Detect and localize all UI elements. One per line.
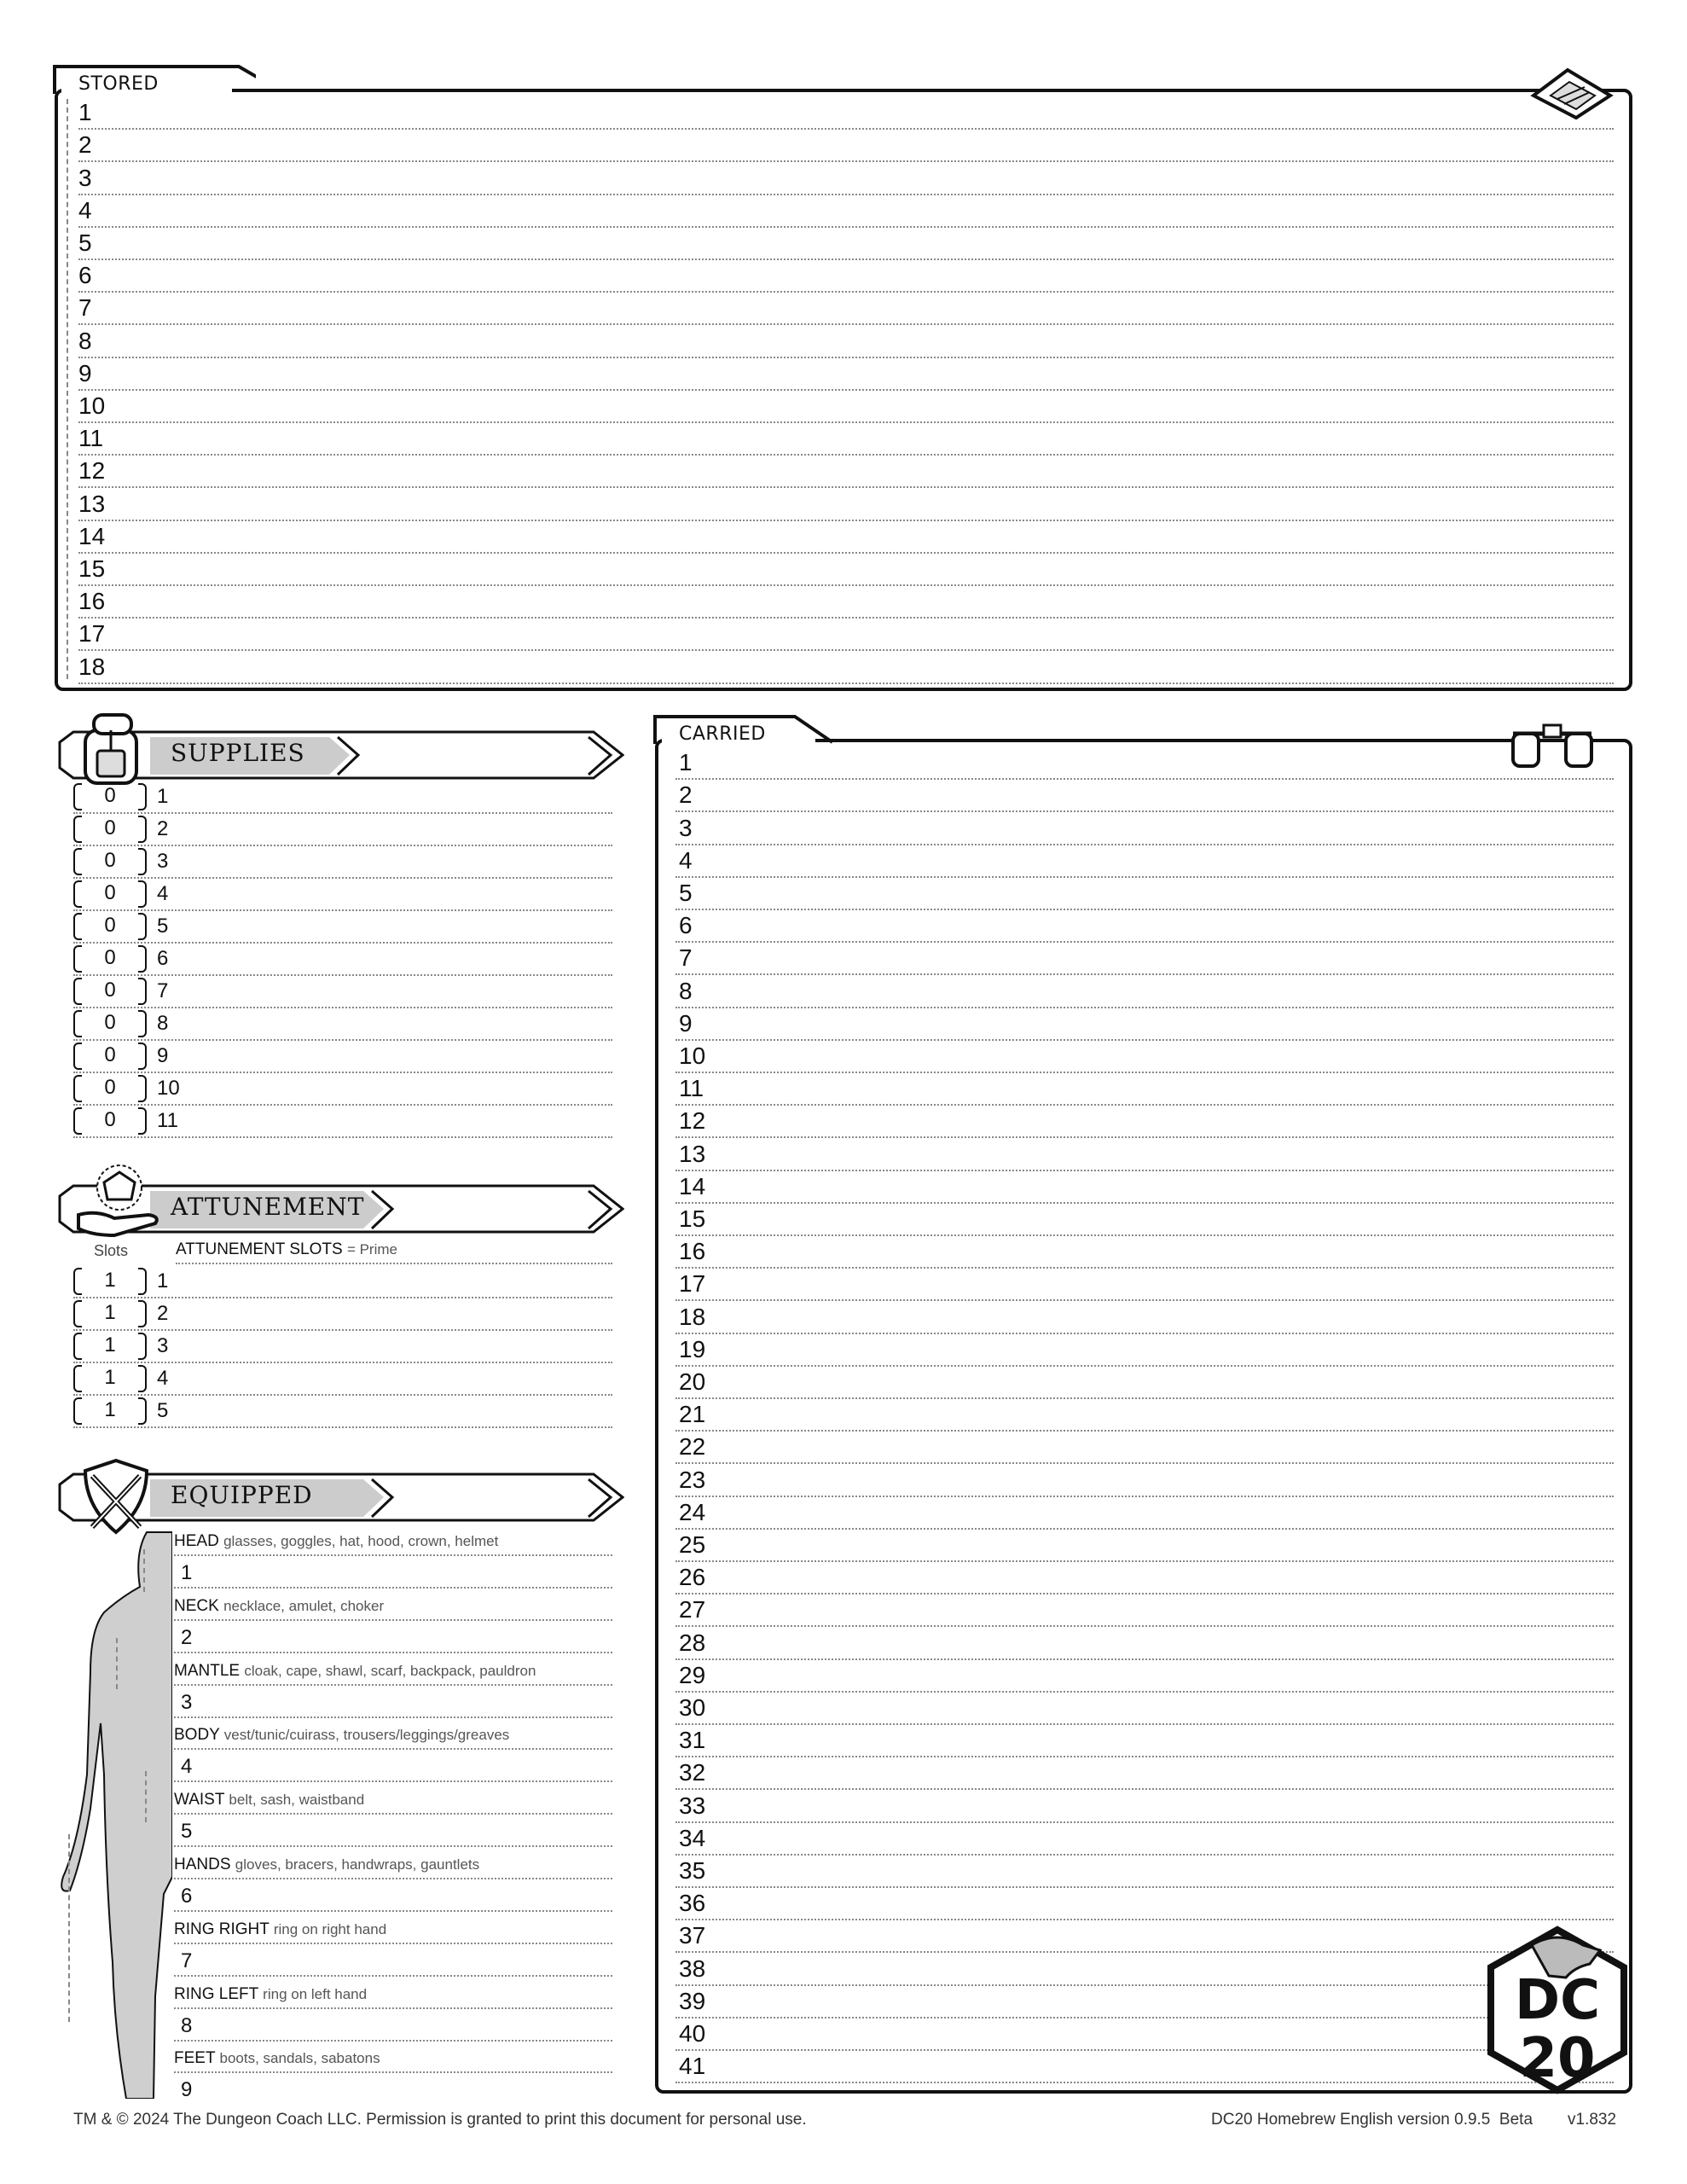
carried-row[interactable] — [675, 1691, 1614, 1725]
stored-row-number: 9 — [78, 359, 92, 386]
carried-row[interactable] — [675, 2017, 1614, 2051]
carried-row-number: 40 — [679, 2019, 706, 2047]
equipped-slot-rule — [174, 1748, 612, 1750]
equipped-slot-rule — [174, 1554, 612, 1556]
equipped-slot-label — [174, 1856, 479, 1874]
carried-row-number: 14 — [679, 1172, 706, 1199]
equipped-slot-desc: gloves, bracers, handwraps, gauntlets — [235, 1856, 480, 1873]
carried-row-number: 10 — [679, 1042, 706, 1069]
equipped-slot-entry[interactable] — [174, 1716, 612, 1718]
footer-copyright: TM & © 2024 The Dungeon Coach LLC. Permission is granted to print this document for personal use. — [73, 2111, 807, 2129]
supplies-count-field[interactable] — [73, 1107, 147, 1133]
carried-row-number: 7 — [679, 944, 693, 972]
supplies-count-value: 0 — [104, 816, 116, 839]
equipped-slot-entry[interactable] — [174, 1845, 612, 1847]
attunement-item-index: 4 — [157, 1367, 169, 1390]
stored-row[interactable] — [78, 226, 1614, 260]
carried-row-number: 11 — [679, 1075, 704, 1102]
stored-row[interactable] — [78, 552, 1614, 586]
attunement-slots-line — [176, 1240, 397, 1259]
carried-row[interactable] — [675, 1593, 1614, 1627]
equipped-slot-name: RING LEFT — [174, 1984, 258, 2003]
carried-row[interactable] — [675, 1821, 1614, 1856]
supplies-count-value: 0 — [104, 1011, 116, 1034]
carried-row[interactable] — [675, 1560, 1614, 1594]
carried-row[interactable] — [675, 1267, 1614, 1301]
logo-20: 20 — [1519, 2027, 1596, 2090]
carried-row-number: 30 — [679, 1693, 706, 1721]
carried-row-number: 6 — [679, 912, 693, 939]
carried-row[interactable] — [675, 1202, 1614, 1236]
carried-row[interactable] — [675, 1854, 1614, 1888]
equipped-slot-desc: boots, sandals, sabatons — [219, 2050, 380, 2067]
supplies-item-index: 8 — [157, 1012, 169, 1035]
carried-row[interactable] — [675, 876, 1614, 910]
carried-row-number: 38 — [679, 1955, 706, 1982]
footer-edition: DC20 Homebrew English version 0.9.5 Beta — [1211, 2111, 1533, 2129]
equipped-slot-number: 5 — [181, 1820, 193, 1844]
equipped-slot-entry[interactable] — [174, 1975, 612, 1977]
supplies-item[interactable] — [73, 1106, 612, 1138]
supplies-item-index: 3 — [157, 850, 169, 873]
carried-row-number: 13 — [679, 1140, 706, 1167]
body-silhouette — [53, 1519, 172, 2099]
stored-rows — [78, 96, 1614, 684]
supplies-banner — [56, 730, 624, 778]
equipped-slot-desc: cloak, cape, shawl, scarf, backpack, pauldron — [244, 1662, 536, 1679]
stored-row[interactable] — [78, 323, 1614, 357]
supplies-item[interactable] — [73, 879, 612, 911]
carried-row[interactable] — [675, 1234, 1614, 1269]
supplies-count-field[interactable] — [73, 816, 147, 841]
equipped-slot-name: NECK — [174, 1596, 219, 1615]
supplies-count-value: 0 — [104, 881, 116, 904]
equipped-slot-name: HANDS — [174, 1856, 231, 1873]
equipped-slot-label — [174, 1920, 386, 1939]
attunement-title: ATTUNEMENT — [171, 1193, 365, 1221]
attunement-count-field[interactable] — [73, 1268, 147, 1293]
supplies-item[interactable] — [73, 781, 612, 814]
supplies-item[interactable] — [73, 1041, 612, 1073]
equipped-slot-desc: glasses, goggles, hat, hood, crown, helmet — [223, 1533, 499, 1549]
carried-row[interactable] — [675, 941, 1614, 975]
attunement-hand-icon — [72, 1162, 165, 1244]
supplies-item-index: 5 — [157, 915, 169, 938]
carried-row-number: 39 — [679, 1987, 706, 2014]
stored-row[interactable] — [78, 454, 1614, 488]
attunement-item-index: 1 — [157, 1269, 169, 1292]
attunement-count-field[interactable] — [73, 1397, 147, 1423]
equipped-slot-entry[interactable] — [174, 1587, 612, 1589]
equipped-slot-name: FEET — [174, 2049, 216, 2068]
equipped-slot-rule — [174, 1619, 612, 1621]
attunement-item[interactable] — [73, 1266, 612, 1298]
stored-row[interactable] — [78, 389, 1614, 423]
stored-row[interactable] — [78, 486, 1614, 520]
equipped-slot-name: MANTLE — [174, 1661, 241, 1680]
carried-row[interactable] — [675, 1365, 1614, 1399]
supplies-count-field[interactable] — [73, 1010, 147, 1036]
supplies-count-field[interactable] — [73, 1043, 147, 1068]
carried-row[interactable] — [675, 1658, 1614, 1693]
equipped-slot-number: 7 — [181, 1949, 193, 1972]
carried-row-number: 16 — [679, 1238, 706, 1265]
equipped-slot-label — [174, 1726, 509, 1745]
dc20-logo — [1481, 1925, 1634, 2095]
stored-row-number: 18 — [78, 653, 106, 680]
carried-row[interactable] — [675, 1723, 1614, 1757]
carried-row[interactable] — [675, 1919, 1614, 1953]
stored-row-number: 10 — [78, 392, 106, 419]
carried-row[interactable] — [675, 1072, 1614, 1106]
stored-row-number: 17 — [78, 620, 106, 648]
carried-row-number: 22 — [679, 1433, 706, 1461]
carried-row[interactable] — [675, 810, 1614, 845]
stored-row[interactable] — [78, 421, 1614, 456]
equipped-slot-entry[interactable] — [174, 1780, 612, 1782]
attunement-item[interactable] — [73, 1363, 612, 1396]
carried-row[interactable] — [675, 1039, 1614, 1073]
stored-row[interactable] — [78, 291, 1614, 325]
stored-row[interactable] — [78, 520, 1614, 554]
carried-row-number: 4 — [679, 846, 693, 874]
stored-row[interactable] — [78, 258, 1614, 293]
carried-row-number: 2 — [679, 781, 693, 809]
attunement-slots-formula: = Prime — [346, 1241, 397, 1258]
stored-row[interactable] — [78, 357, 1614, 391]
supplies-count-field[interactable] — [73, 945, 147, 971]
carried-row[interactable] — [675, 909, 1614, 943]
equip-guide-3 — [145, 1771, 147, 1822]
stored-row-number: 3 — [78, 164, 92, 191]
attunement-count-value: 1 — [104, 1398, 116, 1421]
supplies-item-index: 9 — [157, 1044, 169, 1067]
supplies-item-index: 4 — [157, 882, 169, 905]
equipped-slot-label — [174, 1985, 367, 2004]
carried-label: CARRIED — [679, 723, 766, 745]
supplies-item[interactable] — [73, 911, 612, 944]
supplies-item-index: 6 — [157, 947, 169, 970]
carried-row-number: 25 — [679, 1531, 706, 1558]
carried-row-number: 37 — [679, 1922, 706, 1949]
supplies-count-value: 0 — [104, 849, 116, 872]
carried-row-number: 19 — [679, 1335, 706, 1362]
supplies-count-field[interactable] — [73, 978, 147, 1003]
logo-dc: DC — [1514, 1969, 1601, 2032]
footer-version: v1.832 — [1568, 2111, 1617, 2129]
equipped-slot-number: 6 — [181, 1885, 193, 1908]
carried-row[interactable] — [675, 1333, 1614, 1367]
equipped-slot-name: RING RIGHT — [174, 1920, 270, 1938]
equipped-slot-label — [174, 1791, 364, 1809]
carried-row[interactable] — [675, 1397, 1614, 1432]
stored-row-number: 14 — [78, 522, 106, 549]
carried-row[interactable] — [675, 1170, 1614, 1204]
supplies-item[interactable] — [73, 814, 612, 846]
supplies-count-field[interactable] — [73, 848, 147, 874]
attunement-list — [73, 1266, 612, 1437]
stored-row[interactable] — [78, 128, 1614, 162]
attunement-item-index: 5 — [157, 1399, 169, 1422]
equipped-banner — [56, 1472, 624, 1520]
attunement-count-field[interactable] — [73, 1365, 147, 1391]
carried-row-number: 32 — [679, 1759, 706, 1786]
carried-row-number: 33 — [679, 1792, 706, 1819]
supplies-item-index: 1 — [157, 785, 169, 808]
carried-row[interactable] — [675, 2049, 1614, 2083]
carried-row-number: 36 — [679, 1890, 706, 1917]
equipped-slot-label — [174, 1532, 498, 1551]
carried-row[interactable] — [675, 778, 1614, 812]
equip-guide-1 — [143, 1549, 145, 1592]
carried-row[interactable] — [675, 1299, 1614, 1333]
carried-row[interactable] — [675, 973, 1614, 1008]
supplies-count-value: 0 — [104, 979, 116, 1002]
carried-row-number: 3 — [679, 814, 693, 841]
stored-label: STORED — [78, 73, 159, 95]
stored-row-number: 4 — [78, 196, 92, 224]
carried-row[interactable] — [675, 844, 1614, 878]
stored-row-number: 7 — [78, 294, 92, 322]
stored-row-number: 16 — [78, 588, 106, 615]
attunement-header-rule — [176, 1263, 612, 1264]
carried-row[interactable] — [675, 746, 1614, 780]
supplies-item-index: 2 — [157, 817, 169, 840]
attunement-item[interactable] — [73, 1331, 612, 1363]
equipped-slot-rule — [174, 2007, 612, 2009]
supplies-count-value: 0 — [104, 784, 116, 807]
supplies-count-field[interactable] — [73, 913, 147, 938]
equipped-slot-number: 4 — [181, 1755, 193, 1779]
carried-row-number: 34 — [679, 1824, 706, 1851]
stored-row-number: 11 — [78, 425, 104, 452]
stored-row[interactable] — [78, 194, 1614, 228]
equipped-slot-number: 3 — [181, 1690, 193, 1714]
equipped-title: EQUIPPED — [171, 1481, 313, 1509]
equipped-slot-number: 9 — [181, 2078, 193, 2102]
supplies-count-value: 0 — [104, 1108, 116, 1131]
stored-row-number: 5 — [78, 229, 92, 256]
equipped-slot-number: 8 — [181, 2013, 193, 2037]
carried-row-number: 23 — [679, 1466, 706, 1493]
equipped-slot-desc: vest/tunic/cuirass, trousers/leggings/greaves — [223, 1727, 510, 1744]
carried-row-number: 20 — [679, 1368, 706, 1395]
carried-row[interactable] — [675, 1462, 1614, 1496]
carried-row-number: 41 — [679, 2053, 706, 2080]
attunement-banner — [56, 1184, 624, 1232]
attunement-slots-header: Slots — [94, 1242, 129, 1259]
attunement-count-field[interactable] — [73, 1333, 147, 1358]
attunement-item[interactable] — [73, 1396, 612, 1428]
equipped-slot-rule — [174, 1813, 612, 1815]
attunement-count-value: 1 — [104, 1333, 116, 1356]
carried-row-number: 27 — [679, 1596, 706, 1623]
carried-row-number: 5 — [679, 879, 693, 906]
carried-row[interactable] — [675, 1788, 1614, 1822]
equipped-slot-rule — [174, 1943, 612, 1944]
supplies-item-index: 10 — [157, 1077, 180, 1100]
stored-row[interactable] — [78, 160, 1614, 195]
carried-row-number: 8 — [679, 977, 693, 1004]
supplies-count-value: 0 — [104, 1043, 116, 1066]
stored-row[interactable] — [78, 617, 1614, 651]
equipped-slot-number: 1 — [181, 1561, 193, 1584]
equip-guide-2 — [116, 1638, 118, 1689]
equipped-slot-desc: belt, sash, waistband — [229, 1792, 365, 1809]
stored-row-number: 2 — [78, 131, 92, 159]
carried-row-number: 9 — [679, 1009, 693, 1037]
stored-left-guide — [67, 99, 68, 679]
equipped-slot-name: BODY — [174, 1726, 220, 1745]
carried-row-number: 35 — [679, 1856, 706, 1884]
carried-row-number: 29 — [679, 1661, 706, 1688]
attunement-count-value: 1 — [104, 1269, 116, 1292]
supplies-item[interactable] — [73, 944, 612, 976]
attunement-slots-label: ATTUNEMENT SLOTS — [176, 1240, 343, 1258]
carried-row-number: 18 — [679, 1303, 706, 1330]
carried-row-number: 1 — [679, 749, 693, 776]
equipped-slot-entry[interactable] — [174, 1910, 612, 1912]
stored-row-number: 6 — [78, 262, 92, 289]
stored-row-number: 15 — [78, 555, 106, 582]
supplies-item[interactable] — [73, 1073, 612, 1106]
attunement-item-index: 3 — [157, 1334, 169, 1357]
stored-row[interactable] — [78, 96, 1614, 130]
attunement-item[interactable] — [73, 1298, 612, 1331]
attunement-count-field[interactable] — [73, 1300, 147, 1326]
stored-row-number: 12 — [78, 457, 106, 485]
stored-row-number: 13 — [78, 490, 106, 517]
carried-row[interactable] — [675, 1528, 1614, 1562]
supplies-item[interactable] — [73, 1008, 612, 1041]
equipped-slot-desc: necklace, amulet, choker — [223, 1597, 385, 1614]
carried-row[interactable] — [675, 1984, 1614, 2018]
carried-row-number: 24 — [679, 1498, 706, 1525]
equipped-slot-rule — [174, 1878, 612, 1879]
supplies-list — [73, 781, 612, 1140]
equipped-slot-name: HEAD — [174, 1532, 219, 1550]
carried-row[interactable] — [675, 1625, 1614, 1659]
carried-rows — [675, 746, 1614, 2085]
attunement-count-value: 1 — [104, 1366, 116, 1389]
carried-row[interactable] — [675, 1136, 1614, 1170]
equipped-slot-number: 2 — [181, 1625, 193, 1649]
supplies-count-value: 0 — [104, 946, 116, 969]
stored-row[interactable] — [78, 584, 1614, 619]
equipped-slot-label — [174, 2049, 380, 2068]
backpack-icon — [68, 708, 154, 790]
carried-row[interactable] — [675, 1951, 1614, 1985]
supplies-count-field[interactable] — [73, 880, 147, 906]
carried-row-number: 21 — [679, 1401, 706, 1428]
equipped-slot-desc: ring on right hand — [273, 1920, 387, 1937]
supplies-count-field[interactable] — [73, 1075, 147, 1101]
equipped-slot-rule — [174, 1684, 612, 1686]
supplies-item[interactable] — [73, 846, 612, 879]
carried-row[interactable] — [675, 1430, 1614, 1464]
attunement-count-value: 1 — [104, 1301, 116, 1324]
supplies-item-index: 11 — [157, 1109, 178, 1132]
equipped-slot-entry[interactable] — [174, 1652, 612, 1653]
equipped-slot-entry[interactable] — [174, 2040, 612, 2042]
carried-row[interactable] — [675, 1104, 1614, 1138]
carried-row[interactable] — [675, 1886, 1614, 1920]
carried-row[interactable] — [675, 1007, 1614, 1041]
equipped-slot-rule — [174, 2071, 612, 2073]
equipped-slot-name: WAIST — [174, 1791, 225, 1809]
carried-row-number: 17 — [679, 1270, 706, 1298]
carried-row[interactable] — [675, 1496, 1614, 1530]
supplies-count-value: 0 — [104, 914, 116, 937]
supplies-item[interactable] — [73, 976, 612, 1008]
carried-row-number: 15 — [679, 1205, 706, 1232]
carried-row-number: 12 — [679, 1107, 706, 1135]
supplies-title: SUPPLIES — [171, 739, 305, 767]
equip-guide-4 — [68, 1834, 70, 2022]
stored-row-number: 1 — [78, 99, 92, 126]
supplies-count-field[interactable] — [73, 783, 147, 809]
equipped-slot-desc: ring on left hand — [263, 1985, 368, 2002]
supplies-count-value: 0 — [104, 1076, 116, 1099]
stored-row-number: 8 — [78, 327, 92, 354]
equipped-slot-label — [174, 1597, 384, 1616]
supplies-item-index: 7 — [157, 979, 169, 1002]
carried-row-number: 31 — [679, 1727, 706, 1754]
attunement-item-index: 2 — [157, 1302, 169, 1325]
equipped-list — [174, 1532, 612, 2112]
carried-row-number: 26 — [679, 1564, 706, 1591]
carried-row[interactable] — [675, 1756, 1614, 1790]
equipped-slot-label — [174, 1662, 536, 1681]
carried-row-number: 28 — [679, 1629, 706, 1656]
stored-row[interactable] — [78, 649, 1614, 683]
